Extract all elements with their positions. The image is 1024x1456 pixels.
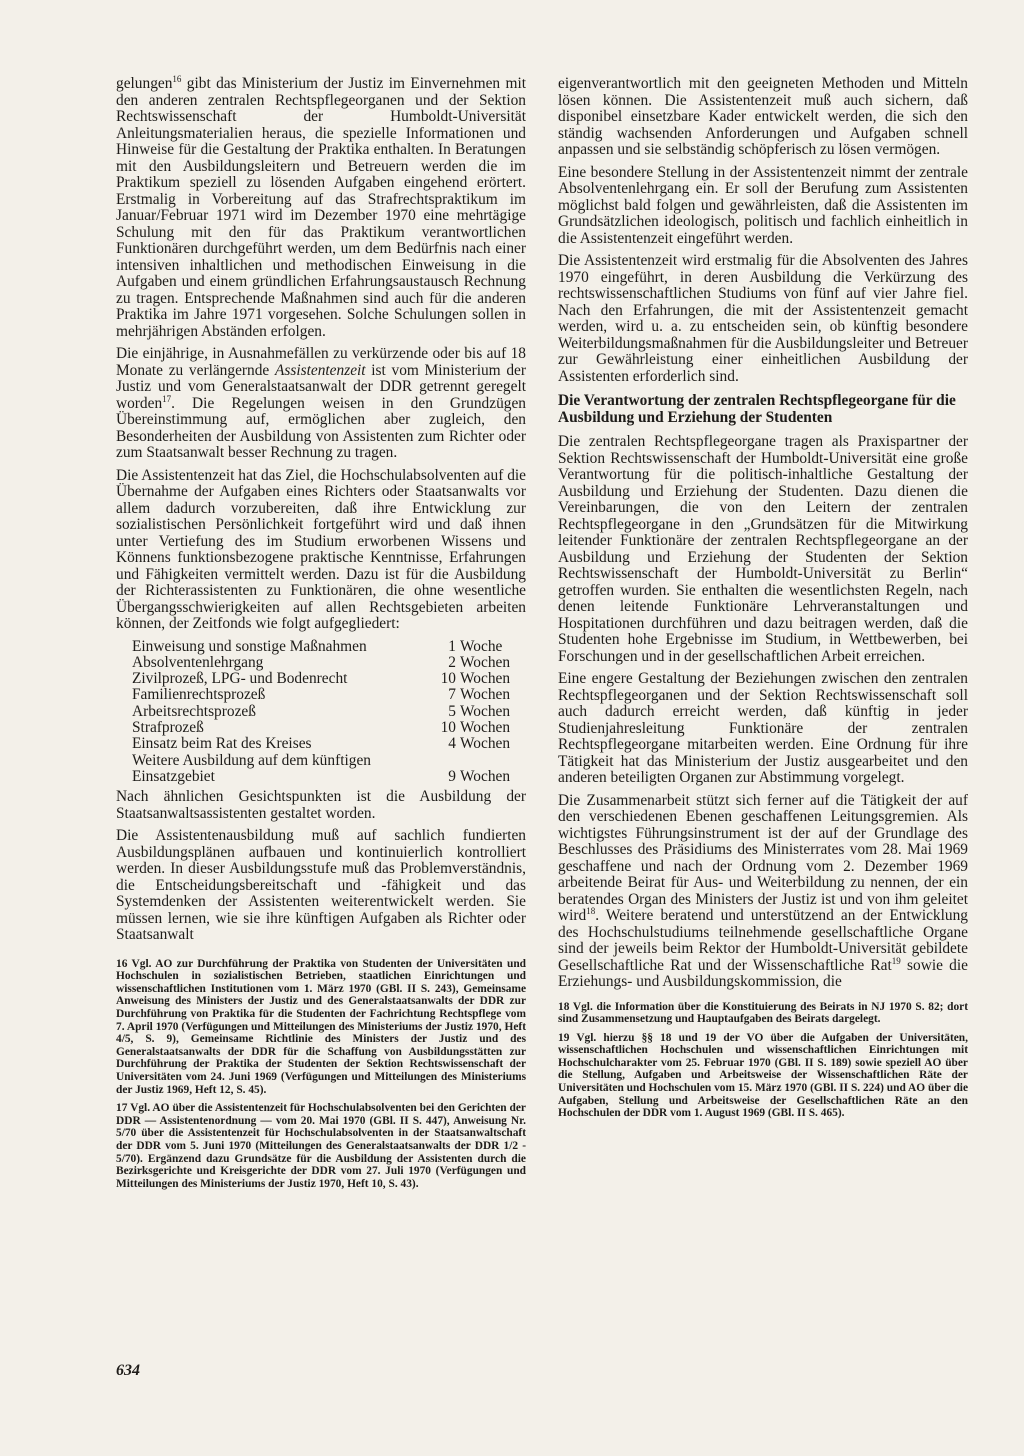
right-column [558,76,968,1126]
paragraph: Die einjährige, in Ausnahmefällen zu verkürzende oder bis auf 18 Monate zu verlängernde Assistentenzeit ist vom Ministerium der Justiz und vom Generalstaatsanwalt der DDR getrennt geregelt worden$^{17}$. Die Regelungen weisen in den Grundzügen Übereinstimmung auf, ermöglichen aber zugleich, den Besonderheiten der Ausbildung von Assistenten zum Richter oder zum Staatsanwalt besser Rechnung zu tragen. [116,345,526,461]
paragraph: gelungen$^{16}$ gibt das Ministerium der Justiz im Einvernehmen mit den anderen zentralen Rechtspflegeorganen und der Sektion Rechtswissenschaft der Humboldt-Universität Anleitungsmaterialien heraus, die spezielle Informationen und Hinweise für die Gestaltung der Praktika enthalten. In Beratungen mit den Ausbildungsleitern und Betreuern werden die im Praktikum speziell zu lösenden Aufgaben eingehend erörtert. Erstmalig in Vorbereitung auf das Strafrechtspraktikum im Januar/Februar 1971 wird im Dezember 1970 eine mehrtägige Schulung mit den für das Praktikum verantwortlichen Funktionären durchgeführt werden, um dem Bedürfnis nach einer intensiven inhaltlichen und methodischen Einweisung in die Aufgaben und einem gründlichen Erfahrungsaustausch Rechnung zu tragen. Entsprechende Maßnahmen sind auch für die anderen Praktika im Jahre 1971 vorgesehen. Solche Schulungen sollen in mehrjährigen Abständen erfolgen. [116,73,526,340]
paragraph: Die Assistentenausbildung muß auf sachlich fundierten Ausbildungsplänen aufbauen und kontinuierlich kontrolliert werden. In dieser Ausbildungsstufe muß das Problemverständnis, die Entscheidungsbereitschaft und -fähigkeit und das Systemdenken der Assistenten weiterentwickelt werden. Sie müssen lernen, wie sie ihre künftigen Aufgaben als Richter oder Staatsanwalt [116,827,526,944]
schedule-row: Einweisung und sonstige Maßnahmen 1 Woche [132,637,503,655]
page-number: 634 [116,1362,140,1379]
paragraph: Die zentralen Rechtspflegeorgane tragen als Praxispartner der Sektion Rechtswissenschaft der Humboldt-Universität eine große Verantwortung für die politisch-inhaltliche Gestaltung der Ausbildung und Erziehung der Studenten. Dazu dienen die Vereinbarungen, die von den Leitern der zentralen Rechtspflegeorgane in den „Grundsätzen für die Mitwirkung leitender Funktionäre der zentralen Rechtspflegeorgane an der Ausbildung und Erziehung der Studenten der Sektion Rechtswissenschaft der Humboldt-Universität zu Berlin“ getroffen wurden. Sie enthalten die wesentlichsten Regeln, nach denen leitende Funktionäre Lehrveranstaltungen und Hospitationen durchführen und dazu beitragen werden, daß die Studenten hohe Ergebnisse im Studium, in Wettbewerben, bei Forschungen und in der gesellschaftlichen Arbeit erreichen. [558,433,968,665]
paragraph: Nach ähnlichen Gesichtspunkten ist die Ausbildung der Staatsanwaltsassistenten gestaltet worden. [116,788,526,822]
footnote-ref[interactable]: 16 [172,73,182,84]
footnote-ref[interactable]: 18 [586,905,596,916]
schedule-row: Einsatz beim Rat des Kreises 4 Wochen [132,735,511,753]
paragraph: Eine besondere Stellung in der Assistentenzeit nimmt der zentrale Absolventenlehrgang ein. Er soll der Berufung zum Assistenten möglichst bald folgen und gewährleisten, daß die Assistenten im Grundsätzlichen ideologisch, politisch und fachlich einheitlich in die Assistentenzeit eingeführt werden. [558,163,968,247]
paragraph: Die Assistentenzeit wird erstmalig für die Absolventen des Jahres 1970 eingeführt, in deren Ausbildung die Verkürzung des rechtswissenschaftlichen Studiums von fünf auf vier Jahre fiel. Nach den Erfahrungen, die mit der Assistentenzeit gemacht werden, wird u. a. zu entscheiden sein, ob künftig besondere Weiterbildungsmaßnahmen für die Ausbildungsleiter und Betreuer zur Gewährleistung einer einheitlichen Ausbildung der Assistenten erforderlich sind. [558,252,968,385]
footnote-18: 18 Vgl. die Information über die Konstituierung des Beirats in NJ 1970 S. 82; dort sind Zusammensetzung und Hauptaufgaben des Beirats dargelegt. [558,1000,968,1026]
paragraph: Die Zusammenarbeit stützt sich ferner auf die Tätigkeit der auf den verschiedenen Ebenen geschaffenen Leitungsgremien. Als wichtigstes Führungsinstrument ist der auf der Grundlage des Beschlusses des Präsidiums des Ministerrates vom 28. Mai 1969 geschaffene und nach der Ordnung vom 2. Dezember 1969 arbeitende Beirat für Aus- und Weiterbildung zu nennen, der ein beratendes Organ des Ministers der Justiz ist und von ihm geleitet wird$^{18}$. Weitere beratend und unterstützend an der Entwicklung des Hochschulstudiums teilnehmende gesellschaftliche Organe sind der jeweils beim Rektor der Humboldt-Universität gebildete Gesellschaftliche Rat und der Wissenschaftliche Rat$^{19}$ sowie die Erziehungs- und Ausbildungskommission, die [558,791,968,990]
section-heading: Die Verantwortung der zentralen Rechtspflegeorgane für die Ausbildung und Erziehung der Studenten [558,392,956,426]
schedule-row: Arbeitsrechtsprozeß 5 Wochen [132,702,511,720]
schedule-row: Einsatzgebiet 9 Wochen [132,767,511,785]
left-column [116,73,526,1196]
emphasis: Assistentenzeit [274,361,366,379]
footnote-17: 17 Vgl. AO über die Assistentenzeit für Hochschulabsolventen bei den Gerichten der DDR — Assistentenordnung — vom 20. Mai 1970 (GBl. II S. 447), Anweisung Nr. 5/70 über die Assistentenzeit für Hochschulabsolventen in der Staatsanwaltschaft der DDR vom 5. Juni 1970 (Mitteilungen des Generalstaatsanwalts der DDR 1/2 - 5/70). Ergänzend dazu Grundsätze für die Ausbildung der Assistenten durch die Bezirksgerichte und Kreisgerichte der DDR vom 27. Juli 1970 (Verfügungen und Mitteilungen des Ministeriums der Justiz 1970, Heft 10, S. 43). [116,1102,526,1190]
paragraph: eigenverantwortlich mit den geeigneten Methoden und Mitteln lösen können. Die Assistentenzeit muß auch sichern, daß disponibel einsetzbare Kader entwickelt werden, die sich den ständig wachsenden Anforderungen und Aufgaben schnell anpassen und sie selbständig schöpferisch zu lösen vermögen. [558,75,968,158]
footnote-16: 16 Vgl. AO zur Durchführung der Praktika von Studenten der Universitäten und Hochschulen in sozialistischen Betrieben, staatlichen Einrichtungen und wissenschaftlichen Institutionen vom 1. März 1970 (GBl. II S. 243), Gemeinsame Anweisung des Ministers der Justiz und des Generalstaatsanwalts der DDR zur Durchführung von Praktika für die Studenten der Fachrichtung Rechtspflege vom 7. April 1970 (Verfügungen und Mitteilungen des Ministeriums der Justiz 1970, Heft 4/5, S. 9), Gemeinsame Richtlinie des Ministers der Justiz und des Generalstaatsanwalts der DDR für die Schaffung von Ausbildungsstätten zur Durchführung der Praktika der Studenten der Sektion Rechtswissenschaft der Universitäten vom 24. Juni 1969 (Verfügungen und Mitteilungen des Ministeriums der Justiz 1969, Heft 12, S. 45). [116,957,526,1096]
footnote-ref[interactable]: 19 [891,955,901,966]
schedule-row: Weitere Ausbildung auf dem künftigen [132,751,371,769]
schedule-row: Familienrechtsprozeß 7 Wochen [132,686,511,704]
footnote-19: 19 Vgl. hierzu §§ 18 und 19 der VO über die Aufgaben der Universitäten, wissenschaftlichen Hochschulen und wissenschaftlichen Einrichtungen mit Hochschulcharakter vom 25. Februar 1970 (GBl. II S. 189) sowie speziell AO über die Stellung, Aufgaben und Arbeitsweise der Wissenschaftlichen Räte der Universitäten und Hochschulen vom 15. März 1970 (GBl. II S. 224) und AO über die Aufgaben, Stellung und Arbeitsweise der Gesellschaftlichen Räte an den Hochschulen der DDR vom 1. August 1969 (GBl. II S. 465). [558,1031,968,1120]
footnote-ref[interactable]: 17 [162,393,172,404]
schedule-row: Absolventenlehrgang 2 Wochen [132,653,511,671]
schedule-row: Strafprozeß 10 Wochen [132,718,511,736]
paragraph: Die Assistentenzeit hat das Ziel, die Hochschulabsolventen auf die Übernahme der Aufgaben eines Richters oder Staatsanwalts vor allem dadurch vorzubereiten, daß ihre Entwicklung zur sozialistischen Persönlichkeit fortgeführt wird und daß ihnen unter Vertiefung des im Studium erworbenen Wissens und Könnens funktionsbezogene praktische Kenntnisse, Erfahrungen und Fähigkeiten vermittelt werden. Dazu ist für die Ausbildung der Richterassistenten zu Funktionären, die ohne wesentliche Übergangsschwierigkeiten auf allen Rechtsgebieten arbeiten können, der Zeitfonds wie folgt aufgegliedert: [116,466,526,632]
schedule-row: Zivilprozeß, LPG- und Bodenrecht 10 Wochen [132,670,511,688]
paragraph: Eine engere Gestaltung der Beziehungen zwischen den zentralen Rechtspflegeorganen und der Sektion Rechtswissenschaft soll auch dadurch erreicht werden, daß künftig in jeder Studienjahresleitung Funktionäre der zentralen Rechtspflegeorgane mitarbeiten werden. Eine Ordnung für ihre Tätigkeit hat das Ministerium der Justiz ausgearbeitet und den anderen beteiligten Organen zur Abstimmung vorgelegt. [558,670,968,786]
schedule-table [116,639,526,786]
